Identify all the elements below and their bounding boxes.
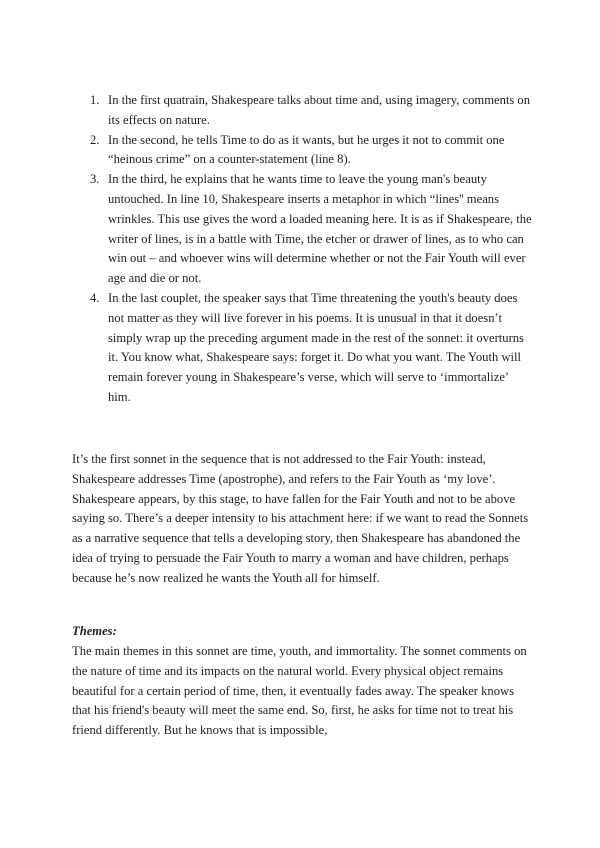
list-item-text: In the first quatrain, Shakespeare talks about time and, using imagery, comments on its effects on nature. (108, 93, 531, 127)
list-item (90, 131, 533, 171)
themes-paragraph: The main themes in this sonnet are time, youth, and immortality. The sonnet comments on the nature of time and its impacts on the natural world. Every physical object remains beautiful for a certain period of time, then, it eventually fades away. The speaker knows that his friend's beauty will meet the same end. So, first, he asks for time not to treat his friend differently. But he knows that is impossible, (72, 644, 527, 738)
list-item (90, 91, 533, 131)
list-number: 4. (90, 290, 100, 305)
list-number: 2. (90, 132, 100, 147)
intro-paragraph: It’s the first sonnet in the sequence that is not addressed to the Fair Youth: instead, Shakespeare addresses Time (apostrophe), and refers to the Fair Youth as ‘my love’. Shakespeare appears, by this stage, to have fallen for the Fair Youth and not to be above saying so. There’s a deeper intensity to his attachment here: if we want to read the Sonnets as a narrative sequence that tells a developing story, then Shakespeare has abandoned the idea of trying to persuade the Fair Youth to marry a woman and have children, perhaps because he’s now realized he wants the Youth all for himself. (72, 452, 529, 585)
list-item-text: In the third, he explains that he wants time to leave the young man's beauty untouched. In line 10, Shakespeare inserts a metaphor in which “lines'' means wrinkles. This use gives the word a loaded meaning here. It is as if Shakespeare, the writer of lines, is in a battle with Time, the etcher or drawer of lines, as to who can win out – and whoever wins will determine whether or not the Fair Youth will ever age and die or not. (108, 172, 532, 286)
list-item (90, 289, 533, 408)
list-number: 1. (90, 93, 100, 107)
list-item-text: In the last couplet, the speaker says that Time threatening the youth's beauty does not matter as they will live forever in his poems. It is unusual in that it doesn’t simply wrap up the preceding argument made in the rest of the sonnet: it overturns it. You know what, Shakespeare says: forget it. Do what you want. The Youth will remain forever young in Shakespeare’s verse, which will serve to ‘immortalize’ him. (108, 290, 524, 404)
quatrain-analysis-list (90, 91, 533, 408)
list-number: 3. (90, 172, 100, 187)
list-item-text: In the second, he tells Time to do as it wants, but he urges it not to commit one “heinous crime” on a counter-statement (line 8). (108, 132, 505, 167)
themes-heading: Themes: (72, 624, 117, 638)
list-item (90, 170, 533, 289)
